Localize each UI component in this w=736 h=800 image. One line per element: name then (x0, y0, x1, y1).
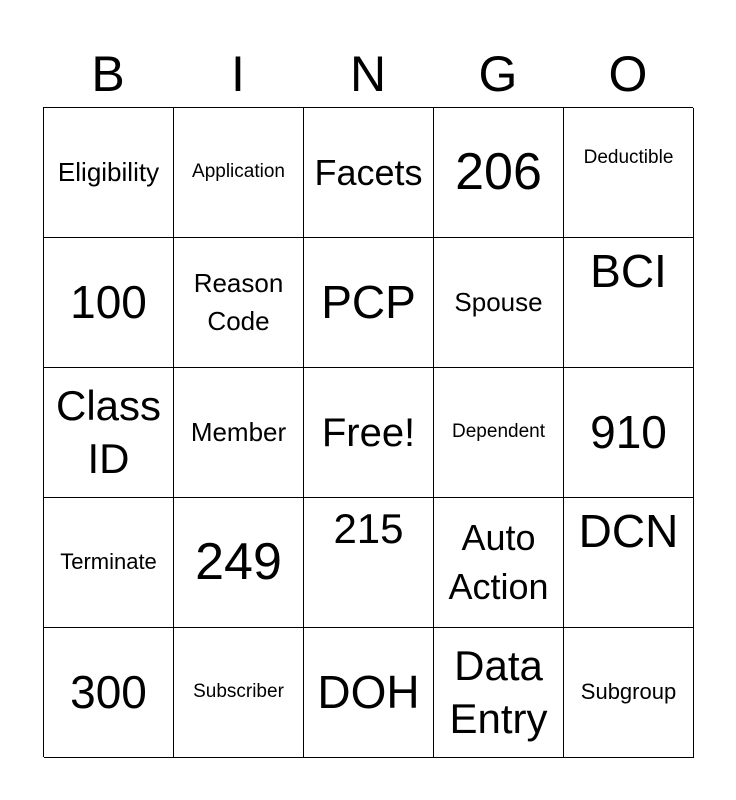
bingo-cell[interactable] (174, 238, 304, 368)
cell-label: Reason Code (193, 267, 284, 336)
header-letter-b: B (91, 46, 125, 102)
cell-label: Member (190, 417, 287, 448)
bingo-cell[interactable] (564, 498, 694, 628)
cell-label: Subscriber (193, 681, 284, 703)
bingo-cell[interactable] (44, 108, 174, 238)
cell-label: BCI (590, 245, 667, 297)
bingo-cell[interactable] (564, 368, 694, 498)
bingo-cell[interactable] (434, 108, 564, 238)
cell-label: DOH (317, 666, 420, 719)
cell-label: Spouse (454, 287, 543, 318)
cell-label: 100 (70, 276, 147, 329)
bingo-cell[interactable] (304, 108, 434, 238)
bingo-cell[interactable] (174, 108, 304, 238)
bingo-cell[interactable] (564, 628, 694, 758)
header-letter-i: I (231, 46, 245, 102)
bingo-cell[interactable] (44, 238, 174, 368)
bingo-cell[interactable] (174, 628, 304, 758)
bingo-cell[interactable] (304, 238, 434, 368)
bingo-cell[interactable] (304, 498, 434, 628)
cell-label: 249 (195, 532, 282, 591)
cell-label: Auto Action (448, 516, 549, 607)
cell-label: 300 (70, 666, 147, 719)
cell-label: Terminate (60, 549, 157, 575)
cell-label: PCP (321, 276, 416, 329)
bingo-cell[interactable] (304, 628, 434, 758)
bingo-cell[interactable] (44, 498, 174, 628)
cell-label: Application (192, 161, 285, 183)
cell-label: Eligibility (57, 157, 160, 188)
header-letter-g: G (478, 46, 518, 102)
bingo-cell[interactable] (434, 238, 564, 368)
bingo-cell[interactable] (434, 628, 564, 758)
bingo-cell[interactable] (174, 498, 304, 628)
cell-label: Data Entry (449, 642, 548, 742)
cell-label: 206 (455, 142, 542, 201)
bingo-cell[interactable] (564, 238, 694, 368)
header-letter-o: O (608, 46, 648, 102)
cell-label: Subgroup (580, 679, 677, 705)
bingo-cell[interactable] (44, 628, 174, 758)
header-letter-n: N (349, 46, 387, 102)
cell-label: Class ID (55, 382, 162, 482)
cell-label: 215 (333, 505, 404, 552)
cell-label: DCN (578, 505, 679, 557)
bingo-cell[interactable] (564, 108, 694, 238)
cell-label: 910 (590, 406, 667, 459)
bingo-cell[interactable] (44, 368, 174, 498)
bingo-board (43, 107, 693, 757)
cell-label: Facets (314, 151, 423, 193)
cell-label: Free! (321, 410, 416, 455)
bingo-cell[interactable] (174, 368, 304, 498)
bingo-cell[interactable] (434, 368, 564, 498)
bingo-cell[interactable] (434, 498, 564, 628)
cell-label: Deductible (583, 147, 674, 169)
cell-label: Dependent (452, 421, 545, 443)
bingo-header (43, 42, 693, 106)
bingo-cell[interactable] (304, 368, 434, 498)
